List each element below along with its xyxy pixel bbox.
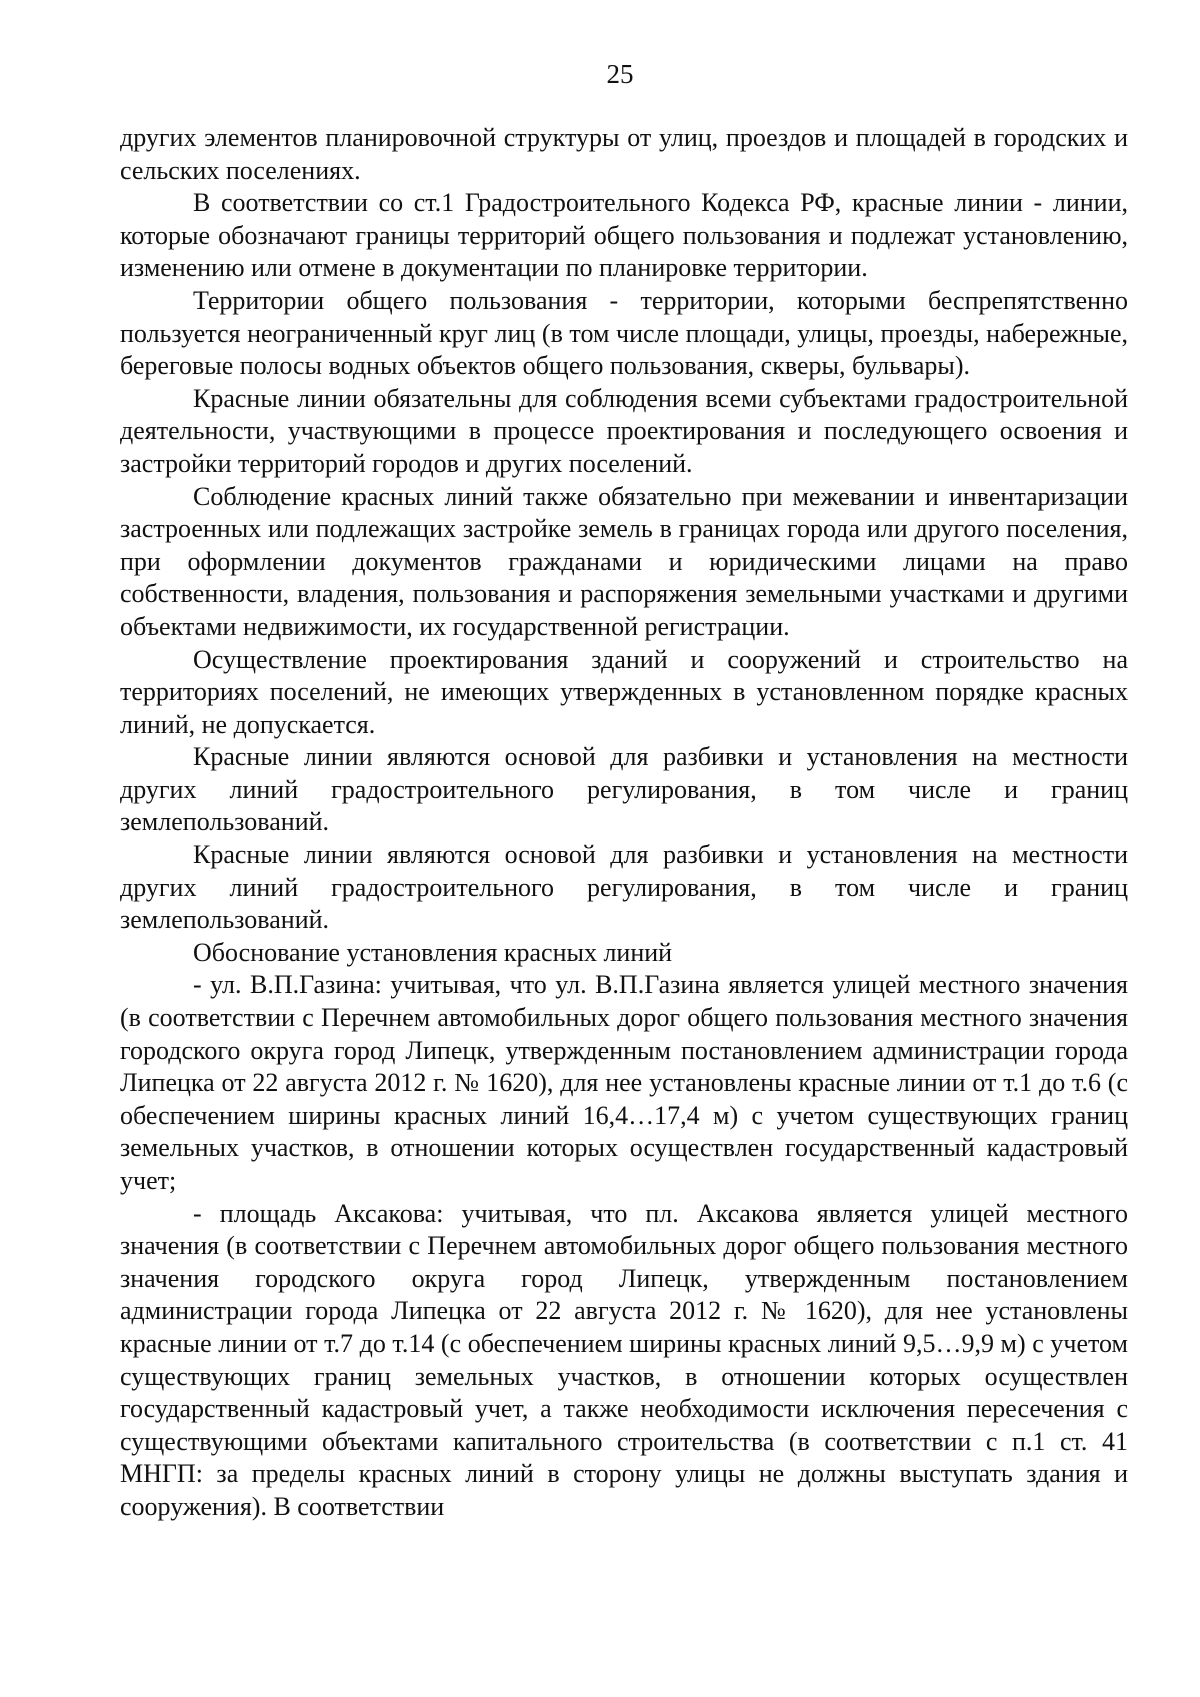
- paragraph-aksakov-square: - площадь Аксакова: учитывая, что пл. Аксакова является улицей местного значения (в соответствии с Перечнем автомобильных дорог общего пользования местного значения городского округа город Липецк, утвержденным постановлением администрации города Липецка от 22 августа 2012 г. № 1620), для нее установлены красные линии от т.7 до т.14 (с обеспечением ширины красных линий 9,5…9,9 м) с учетом существующих границ земельных участков, в отношении которых осуществлен государственный кадастровый учет, а также необходимости исключения пересечения с существующими объектами капитального строительства (в соответствии с п.1 ст. 41 МНГП: за пределы красных линий в сторону улицы не должны выступать здания и сооружения). В соответствии: [120, 1198, 1128, 1521]
- page-number: 25: [606, 59, 634, 89]
- paragraph-public-territories: Территории общего пользования - территории, которыми беспрепятственно пользуется неограниченный круг лиц (в том числе площади, улицы, проезды, набережные, береговые полосы водных объектов общего пользования, скверы, бульвары).: [120, 285, 1128, 381]
- paragraph-design-prohibition: Осуществление проектирования зданий и сооружений и строительство на территориях поселений, не имеющих утвержденных в установленном порядке красных линий, не допускается.: [120, 644, 1128, 739]
- paragraph-gazina-street: - ул. В.П.Газина: учитывая, что ул. В.П.Газина является улицей местного значения (в соответствии с Перечнем автомобильных дорог общего пользования местного значения городского округа город Липецк, утвержденным постановлением администрации города Липецка от 22 августа 2012 г. № 1620), для нее установлены красные линии от т.1 до т.6 (с обеспечением ширины красных линий 16,4…17,4 м) с учетом существующих границ земельных участков, в отношении которых осуществлен государственный кадастровый учет;: [120, 970, 1128, 1195]
- paragraph-justification-heading: Обоснование установления красных линий: [193, 937, 673, 967]
- paragraph-red-lines-mandatory: Красные линии обязательны для соблюдения всеми субъектами градостроительной деятельности, участвующими в процессе проектирования и последующего освоения и застройки территорий городов и других поселений.: [120, 383, 1128, 478]
- paragraph-red-lines-basis-repeat: Красные линии являются основой для разбивки и установления на местности других линий градостроительного регулирования, в том числе и границ землепользований.: [120, 840, 1128, 935]
- paragraph-red-lines-definition: В соответствии со ст.1 Градостроительного Кодекса РФ, красные линии - линии, которые обозначают границы территорий общего пользования и подлежат установлению, изменению или отмене в документации по планировке территории.: [120, 188, 1128, 283]
- paragraph-red-lines-compliance: Соблюдение красных линий также обязательно при межевании и инвентаризации застроенных или подлежащих застройке земель в границах города или другого поселения, при оформлении документов гражданами и юридическими лицами на право собственности, владения, пользования и распоряжения земельными участками и другими объектами недвижимости, их государственной регистрации.: [120, 481, 1128, 641]
- document-body: [120, 122, 1128, 1524]
- paragraph-continuation: других элементов планировочной структуры от улиц, проездов и площадей в городских и сельских поселениях.: [120, 123, 1128, 185]
- paragraph-red-lines-basis: Красные линии являются основой для разбивки и установления на местности других линий градостроительного регулирования, в том числе и границ землепользований.: [120, 742, 1128, 837]
